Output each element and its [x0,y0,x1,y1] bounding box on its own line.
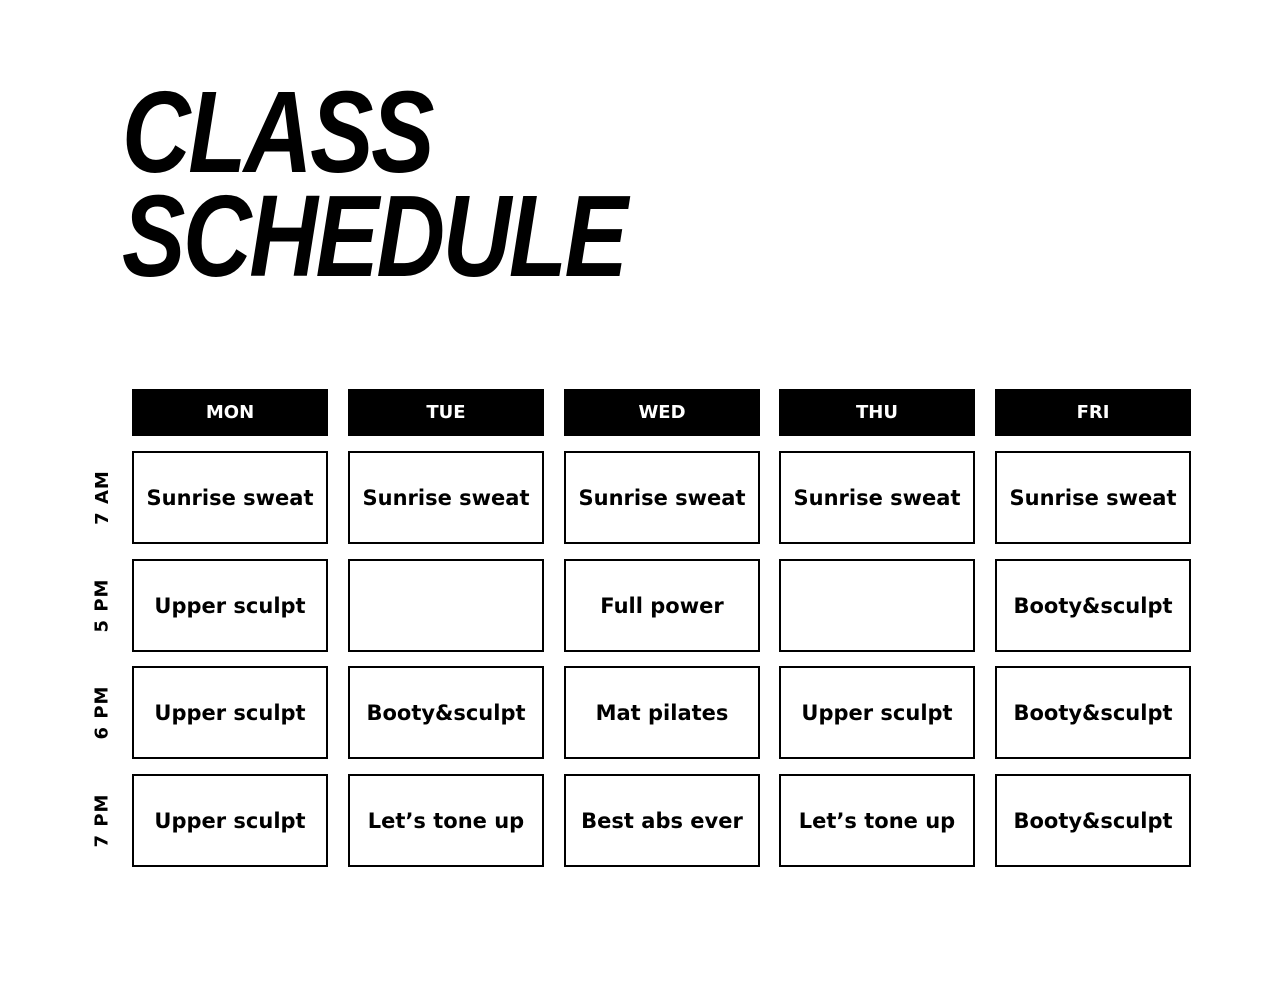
class-cell-wed-5pm: Full power [564,559,760,652]
class-cell-tue-5pm [348,559,544,652]
time-label-5pm [80,559,124,651]
class-cell-thu-6pm: Upper sculpt [779,666,975,759]
day-header-mon: MON [132,389,328,436]
time-label-text: 5 PM [91,578,113,632]
title-line-1: CLASS [122,67,433,197]
time-label-text: 6 PM [91,685,113,739]
time-label-text: 7 PM [91,793,113,847]
class-cell-wed-7am: Sunrise sweat [564,451,760,544]
time-label-7pm [80,774,124,866]
class-cell-thu-5pm [779,559,975,652]
time-label-text: 7 AM [91,469,113,525]
title-line-2: SCHEDULE [122,171,626,301]
class-cell-mon-5pm: Upper sculpt [132,559,328,652]
time-label-7am [80,451,124,543]
class-cell-fri-6pm: Booty&sculpt [995,666,1191,759]
class-cell-thu-7pm: Let’s tone up [779,774,975,867]
class-cell-wed-7pm: Best abs ever [564,774,760,867]
class-cell-mon-6pm: Upper sculpt [132,666,328,759]
time-label-6pm [80,666,124,758]
day-header-fri: FRI [995,389,1191,436]
class-cell-tue-7pm: Let’s tone up [348,774,544,867]
class-cell-thu-7am: Sunrise sweat [779,451,975,544]
class-cell-mon-7pm: Upper sculpt [132,774,328,867]
class-cell-mon-7am: Sunrise sweat [132,451,328,544]
class-cell-fri-7am: Sunrise sweat [995,451,1191,544]
page-title [122,67,626,301]
day-header-wed: WED [564,389,760,436]
class-cell-tue-7am: Sunrise sweat [348,451,544,544]
day-header-tue: TUE [348,389,544,436]
class-cell-wed-6pm: Mat pilates [564,666,760,759]
class-cell-tue-6pm: Booty&sculpt [348,666,544,759]
class-cell-fri-5pm: Booty&sculpt [995,559,1191,652]
day-header-thu: THU [779,389,975,436]
class-cell-fri-7pm: Booty&sculpt [995,774,1191,867]
